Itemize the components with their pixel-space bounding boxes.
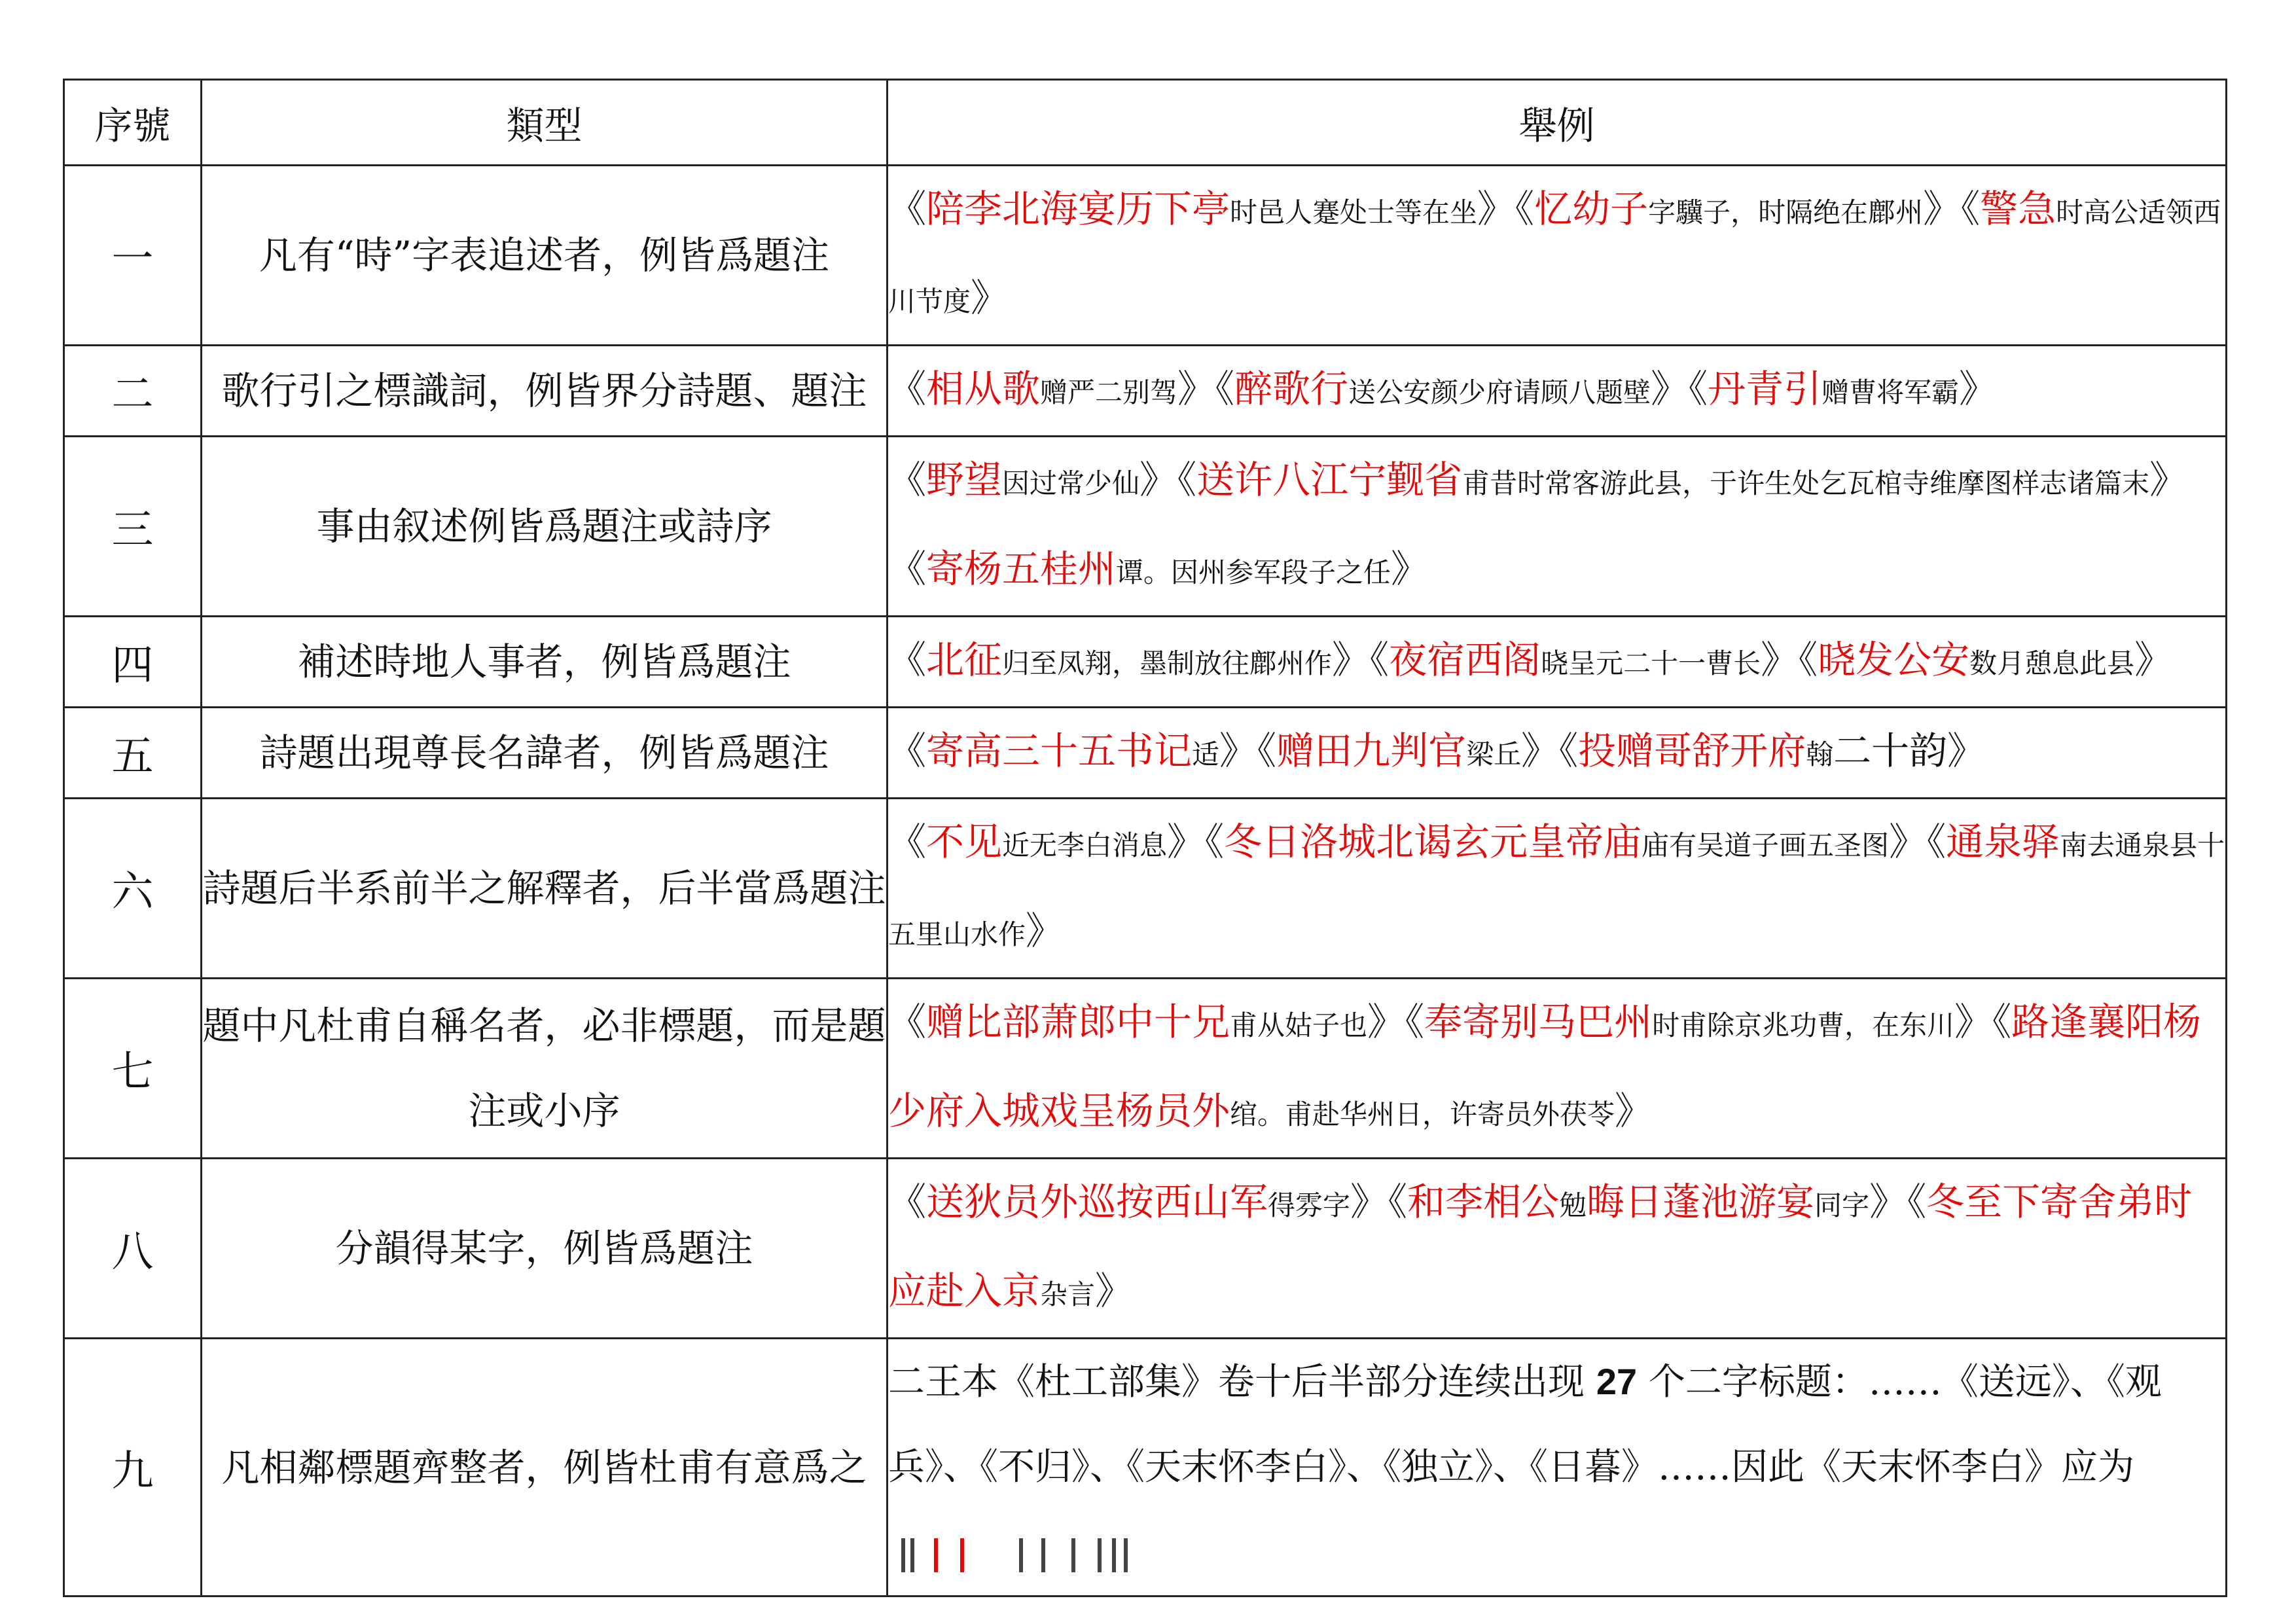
truncated-text-fragment [901,1538,1137,1572]
bracket-text: 《 [888,367,927,411]
paragraph-before: 二王本《杜工部集》卷十后半部分连续出现 [888,1361,1596,1403]
table-row [64,1159,2227,1339]
poem-title: 寄高三十五书记 [926,729,1193,773]
bracket-text: 》 [1391,547,1429,591]
title-note: 字驥子，时隔绝在鄜州 [1648,196,1924,228]
title-note: 梁丘 [1466,738,1522,770]
poem-title: 野望 [926,458,1003,502]
row-type: 凡相鄰標題齊整者，例皆杜甫有意爲之 [202,1339,888,1597]
bracket-text: 》《 [1869,1180,1927,1224]
bracket-text: 二十韵》 [1833,729,1986,773]
paragraph-count: 27 [1596,1361,1638,1402]
row-type: 事由叙述例皆爲題注或詩序 [202,437,888,617]
title-note: 赠严二别驾 [1040,376,1178,408]
poem-title: 陪李北海宴历下亭 [926,187,1230,231]
bracket-text: 》《 [1761,638,1818,682]
title-note: 绾。甫赴华州日，许寄员外茯苓 [1230,1098,1615,1130]
row-number: 八 [64,1159,202,1339]
example-paragraph [888,1339,2225,1595]
poem-title: 北征 [926,638,1003,682]
bracket-text: 《 [888,638,927,682]
bracket-text: 》《 [1521,729,1579,773]
table-row [64,799,2227,979]
row-number: 六 [64,799,202,979]
poem-title: 寄杨五桂州 [926,547,1117,591]
row-type: 詩題出現尊長名諱者，例皆爲題注 [202,708,888,799]
poem-title: 冬至下寄舍弟时应赴入京 [888,1180,2193,1313]
poem-title: 赠比部萧郎中十兄 [926,1000,1230,1044]
row-examples [888,346,2227,437]
title-note: 甫从姑子也 [1230,1009,1368,1041]
row-examples [888,617,2227,708]
title-note: 晓呈元二十一曹长 [1541,647,1761,679]
bracket-text: 》《 [888,458,2188,591]
title-note: 因过常少仙 [1002,467,1140,499]
row-number: 五 [64,708,202,799]
poem-title: 和李相公 [1407,1180,1560,1224]
poem-title: 晓发公安 [1818,638,1970,682]
poem-title: 相从歌 [926,367,1041,411]
table-row [64,437,2227,617]
row-examples [888,1159,2227,1339]
poem-title: 警急 [1980,187,2056,231]
table-row [64,979,2227,1159]
row-type: 分韻得某字，例皆爲題注 [202,1159,888,1339]
bracket-text: 》《 [1477,187,1535,231]
bracket-text: 《 [888,1180,927,1224]
bracket-text: 《 [888,729,927,773]
bracket-text: 》《 [1954,1000,2012,1044]
table-row [64,166,2227,346]
bracket-text: 》 [2134,638,2173,682]
bracket-text: 》《 [1219,729,1277,773]
bracket-text: 《 [888,820,927,864]
bracket-text: 》 [971,276,1009,320]
title-note: 数月憩息此县 [1969,647,2135,679]
title-note: 时高公适领西川节度 [888,196,2221,317]
bracket-text: 》 [1095,1269,1134,1313]
bracket-text: 》 [1959,367,1998,411]
title-note: 庙有吴道子画五圣图 [1641,829,1890,861]
title-note: 近无李白消息 [1002,829,1168,861]
title-note: 甫昔时常客游此县，于许生处乞瓦棺寺维摩图样志诸篇末 [1462,467,2150,499]
row-type: 補述時地人事者，例皆爲題注 [202,617,888,708]
row-type: 凡有“時”字表追述者，例皆爲題注 [202,166,888,346]
title-note: 谭。因州参军段子之任 [1116,556,1391,588]
poem-title: 赠田九判官 [1276,729,1467,773]
row-type: 題中凡杜甫自稱名者，必非標題，而是題注或小序 [202,979,888,1159]
poem-title: 送许八江宁觐省 [1196,458,1463,502]
bracket-text: 》《 [1350,1180,1408,1224]
poem-title: 忆幼子 [1534,187,1649,231]
row-number: 四 [64,617,202,708]
header-num: 序號 [64,80,202,166]
title-note: 杂言 [1040,1278,1096,1310]
title-note: 赠曹将军霸 [1821,376,1960,408]
poem-title: 冬日洛城北谒玄元皇帝庙 [1224,820,1642,864]
bracket-text: 《 [888,187,927,231]
row-examples [888,166,2227,346]
classification-table [63,79,2227,1597]
bracket-text: 》《 [1177,367,1235,411]
title-note: 归至凤翔，墨制放往鄜州作 [1002,647,1333,679]
table-row [64,617,2227,708]
header-row [64,80,2227,166]
row-number: 二 [64,346,202,437]
row-examples [888,799,2227,979]
title-note: 同字 [1814,1189,1870,1221]
title-note: 适 [1192,738,1220,770]
row-examples [888,437,2227,617]
table-row [64,1339,2227,1597]
bracket-text: 》《 [1139,458,1197,502]
poem-title: 投赠哥舒开府 [1578,729,1806,773]
row-number: 九 [64,1339,202,1597]
poem-title: 奉寄别马巴州 [1424,1000,1653,1044]
title-note: 时甫除京兆功曹，在东川 [1652,1009,1955,1041]
row-number: 一 [64,166,202,346]
title-note: 南去通泉县十五里山水作 [888,829,2225,950]
header-type: 類型 [202,80,888,166]
row-examples [888,708,2227,799]
header-example: 舉例 [888,80,2227,166]
title-note: 送公安颜少府请顾八题壁 [1348,376,1651,408]
title-note: 时邑人蹇处士等在坐 [1230,196,1478,228]
bracket-text: 》 [1615,1089,1653,1133]
bracket-text: 》 [1026,909,1064,953]
paragraph-after: 个二字标题：……《送远》、《观兵》、《不归》、《天末怀李白》、《独立》、《日暮》……因此《天末怀李白》应为 [888,1361,2162,1489]
bracket-text: 》《 [1651,367,1708,411]
bracket-text: 《 [888,458,927,502]
title-note: 翰 [1806,738,1834,770]
table-row [64,708,2227,799]
poem-title: 丹青引 [1708,367,1822,411]
bracket-text: 》《 [1332,638,1390,682]
row-examples [888,979,2227,1159]
bracket-text: 》《 [1367,1000,1425,1044]
poem-title: 夜宿西阁 [1389,638,1541,682]
bracket-text: 》《 [1923,187,1981,231]
title-note: 勉 [1559,1189,1587,1221]
title-note: 得雰字 [1268,1189,1351,1221]
row-type: 歌行引之標識詞，例皆界分詩題、題注 [202,346,888,437]
poem-title: 送狄员外巡按西山军 [926,1180,1268,1224]
poem-title: 晦日蓬池游宴 [1587,1180,1815,1224]
row-number: 三 [64,437,202,617]
row-type: 詩題后半系前半之解釋者，后半當爲題注 [202,799,888,979]
poem-title: 不见 [926,820,1003,864]
poem-title: 通泉驿 [1946,820,2060,864]
poem-title: 路逢襄阳杨少府入城戏呈杨员外 [888,1000,2202,1133]
row-examples [888,1339,2227,1597]
table-row [64,346,2227,437]
poem-title: 醉歌行 [1234,367,1349,411]
bracket-text: 》《 [1889,820,1946,864]
bracket-text: 《 [888,1000,927,1044]
row-number: 七 [64,979,202,1159]
bracket-text: 》《 [1167,820,1225,864]
